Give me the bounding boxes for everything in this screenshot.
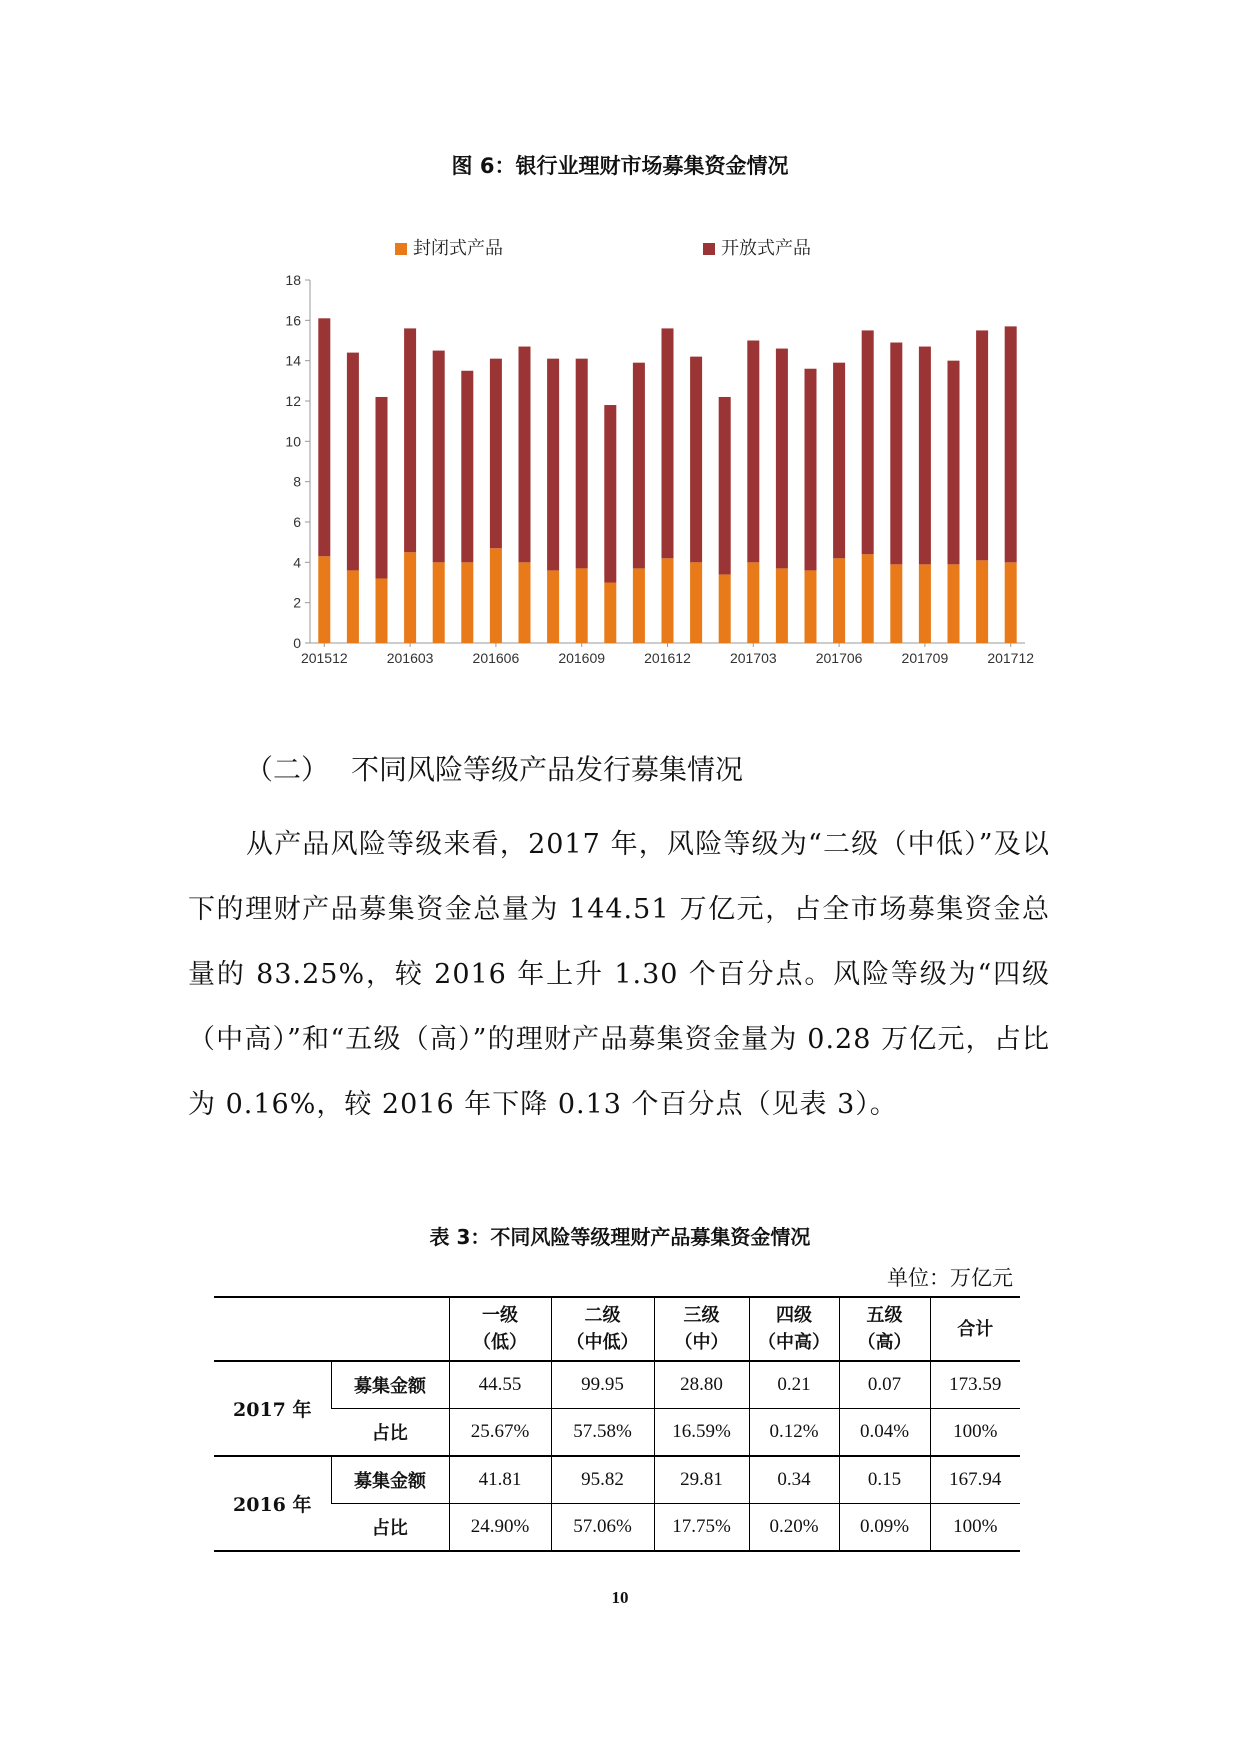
header-level-2: 二级 （中低） [551,1297,654,1361]
bar-open-201605 [461,371,473,563]
bar-open-201710 [947,361,959,565]
table-cell: 0.09% [839,1504,930,1552]
bar-closed-201709 [919,564,931,643]
bar-closed-201607 [518,562,530,643]
y-tick-label: 18 [285,272,301,288]
page-number: 10 [611,1588,629,1607]
row-label: 占比 [371,1423,408,1444]
bar-open-201711 [976,330,988,560]
y-tick-label: 10 [285,433,301,450]
table-cell: 17.75% [654,1504,749,1552]
table-cell: 41.81 [449,1456,551,1504]
table-cell: 57.58% [551,1409,654,1457]
bar-closed-201611 [633,568,645,643]
legend-label: 开放式产品 [721,238,811,258]
table-cell: 0.21 [749,1361,839,1409]
table-row [214,1504,1020,1552]
header-corner [214,1297,449,1361]
x-tick-label: 201612 [644,650,691,666]
bar-open-201604 [433,351,445,563]
bar-closed-201610 [604,583,616,644]
x-tick-label: 201606 [472,650,520,666]
bar-closed-201711 [976,560,988,643]
table-cell: 25.67% [449,1409,551,1457]
bar-open-201607 [518,347,530,563]
bar-open-201707 [862,330,874,554]
bar-closed-201702 [719,574,731,643]
table-cell: 29.81 [654,1456,749,1504]
y-tick-label: 4 [293,554,301,571]
x-tick-label: 201712 [987,650,1035,666]
x-tick-label: 201703 [729,650,777,666]
bar-closed-201606 [490,548,502,643]
row-label: 募集金额 [331,1456,449,1504]
bar-closed-201710 [947,564,959,643]
header-level-4: 四级 （中高） [749,1297,839,1361]
table-cell: 0.20% [749,1504,839,1552]
bar-open-201712 [1005,326,1017,562]
table-cell: 100% [930,1409,1020,1457]
bar-open-201703 [747,341,759,563]
bar-closed-201612 [661,558,673,643]
bar-open-201606 [490,359,502,549]
table-row [214,1409,1020,1457]
y-tick-label: 14 [285,352,301,369]
legend-swatch [395,243,407,255]
bar-closed-201704 [776,568,788,643]
bar-closed-201609 [576,568,588,643]
header-level-3: 三级 （中） [654,1297,749,1361]
table-unit: 单位：万亿元 [887,1266,1013,1290]
table-cell: 0.04% [839,1409,930,1457]
x-tick-label: 201603 [386,650,434,666]
body-paragraph [188,812,1050,1137]
bar-closed-201703 [747,562,759,643]
section-heading [245,748,743,788]
y-tick-label: 16 [285,312,301,329]
table-cell: 99.95 [551,1361,654,1409]
year-cell: 2017 年 [233,1399,312,1421]
bar-open-201706 [833,363,845,559]
bar-open-201608 [547,359,559,571]
table-cell: 28.80 [654,1361,749,1409]
paragraph-text: 从产品风险等级来看，2017 年，风险等级为“二级（中低）”及以下的理财产品募集资金总量为 144.51 万亿元，占全市场募集资金总量的 83.25%，较 2016 年上升 1.30 个百分点。风险等级为“四级（中高）”和“五级（高）”的理财产品募集资金量为 0.28 万亿元，占比为 0.16%，较 2016 年下降 0.13 个百分点（见表 3）。 [188,829,1050,1120]
table-cell: 16.59% [654,1409,749,1457]
bar-closed-201705 [804,570,816,643]
bar-closed-201605 [461,562,473,643]
bar-open-201704 [776,349,788,569]
bar-closed-201604 [433,562,445,643]
bar-open-201512 [318,318,330,556]
bar-closed-201707 [862,554,874,643]
row-label: 占比 [371,1518,408,1539]
table-header-row [214,1297,1020,1361]
bar-open-201705 [804,369,816,571]
table-cell: 44.55 [449,1361,551,1409]
y-tick-label: 12 [285,393,301,409]
figure-title: 图 6：银行业理财市场募集资金情况 [451,154,789,178]
bar-closed-201603 [404,552,416,643]
table-cell: 167.94 [930,1456,1020,1504]
bar-open-201601 [347,353,359,571]
bar-closed-201512 [318,556,330,643]
header-level-5: 五级 （高） [839,1297,930,1361]
x-tick-label: 201609 [558,650,606,666]
year-cell: 2016 年 [233,1494,312,1516]
bar-closed-201602 [375,578,387,643]
bar-open-201708 [890,343,902,565]
table-row [214,1361,1020,1409]
table-row [214,1456,1020,1504]
table-cell: 0.34 [749,1456,839,1504]
y-tick-label: 6 [293,514,301,530]
bar-open-201602 [375,397,387,579]
bar-closed-201706 [833,558,845,643]
table-cell: 0.12% [749,1409,839,1457]
bar-open-201610 [604,405,616,582]
table-cell: 95.82 [551,1456,654,1504]
stacked-bar-chart [270,228,1040,668]
x-tick-label: 201512 [300,650,348,666]
table-cell: 173.59 [930,1361,1020,1409]
header-total: 合计 [930,1297,1020,1361]
y-tick-label: 0 [293,635,301,651]
bar-open-201603 [404,328,416,552]
bar-open-201709 [919,347,931,565]
table-cell: 24.90% [449,1504,551,1552]
table-title: 表 3：不同风险等级理财产品募集资金情况 [429,1225,811,1249]
bar-open-201609 [576,359,588,569]
section-title-text: 不同风险等级产品发行募集情况 [351,753,744,786]
bar-closed-201712 [1005,562,1017,643]
bar-open-201701 [690,357,702,563]
table-cell: 100% [930,1504,1020,1552]
bar-closed-201708 [890,564,902,643]
section-number: （二） [245,753,330,786]
bar-open-201612 [661,328,673,558]
row-label: 募集金额 [331,1361,449,1409]
bar-open-201611 [633,363,645,569]
bar-open-201702 [719,397,731,574]
table-cell: 0.15 [839,1456,930,1504]
bar-closed-201608 [547,570,559,643]
legend-swatch [703,243,715,255]
x-tick-label: 201709 [901,650,949,666]
y-tick-label: 8 [293,473,301,490]
table-cell: 57.06% [551,1504,654,1552]
legend-label: 封闭式产品 [413,238,503,258]
x-tick-label: 201706 [815,650,863,666]
y-tick-label: 2 [293,594,301,611]
risk-level-table [214,1296,1020,1552]
bar-closed-201701 [690,562,702,643]
table-cell: 0.07 [839,1361,930,1409]
header-level-1: 一级 （低） [449,1297,551,1361]
bar-closed-201601 [347,570,359,643]
